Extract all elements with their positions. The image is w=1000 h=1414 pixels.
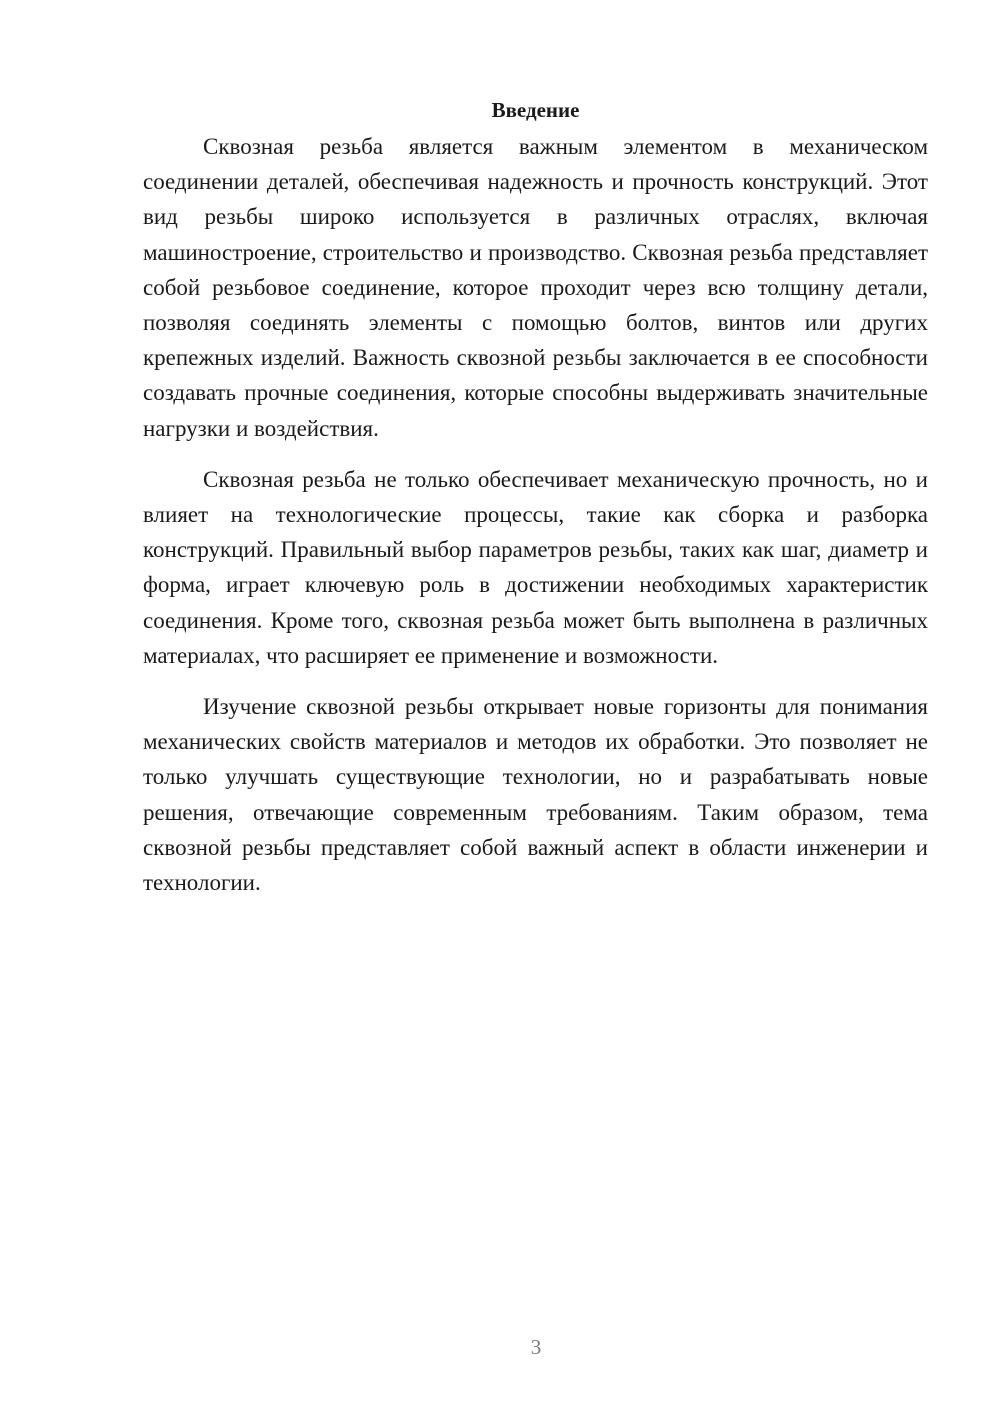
paragraph-3: Изучение сквозной резьбы открывает новые горизонты для понимания механических свойств материалов и методов их обработки. Это позволяет не только улучшать существующие технологии, но и разрабатывать новые решения, отвечающие современным требованиям. Таким образом, тема сквозной резьбы представляет собой важный аспект в области инженерии и технологии. [143, 694, 928, 896]
paragraph-2: Сквозная резьба не только обеспечивает механическую прочность, но и влияет на технологические процессы, такие как сборка и разборка конструкций. Правильный выбор параметров резьбы, таких как шаг, диаметр и форма, играет ключевую роль в достижении необходимых характеристик соединения. Кроме того, сквозная резьба может быть выполнена в различных материалах, что расширяет ее применение и возможности. [143, 466, 928, 668]
section-title: Введение [491, 98, 580, 122]
paragraph-1: Сквозная резьба является важным элементом в механическом соединении деталей, обеспечивая надежность и прочность конструкций. Этот вид резьбы широко используется в различных отраслях, включая машиностроение, строительство и производство. Сквозная резьба представляет собой резьбовое соединение, которое проходит через всю толщину детали, позволяя соединять элементы с помощью болтов, винтов или других крепежных изделий. Важность сквозной резьбы заключается в ее способности создавать прочные соединения, которые способны выдерживать значительные нагрузки и воздействия. [143, 134, 928, 441]
page-content [143, 95, 928, 900]
page-number: 3 [530, 1335, 542, 1359]
